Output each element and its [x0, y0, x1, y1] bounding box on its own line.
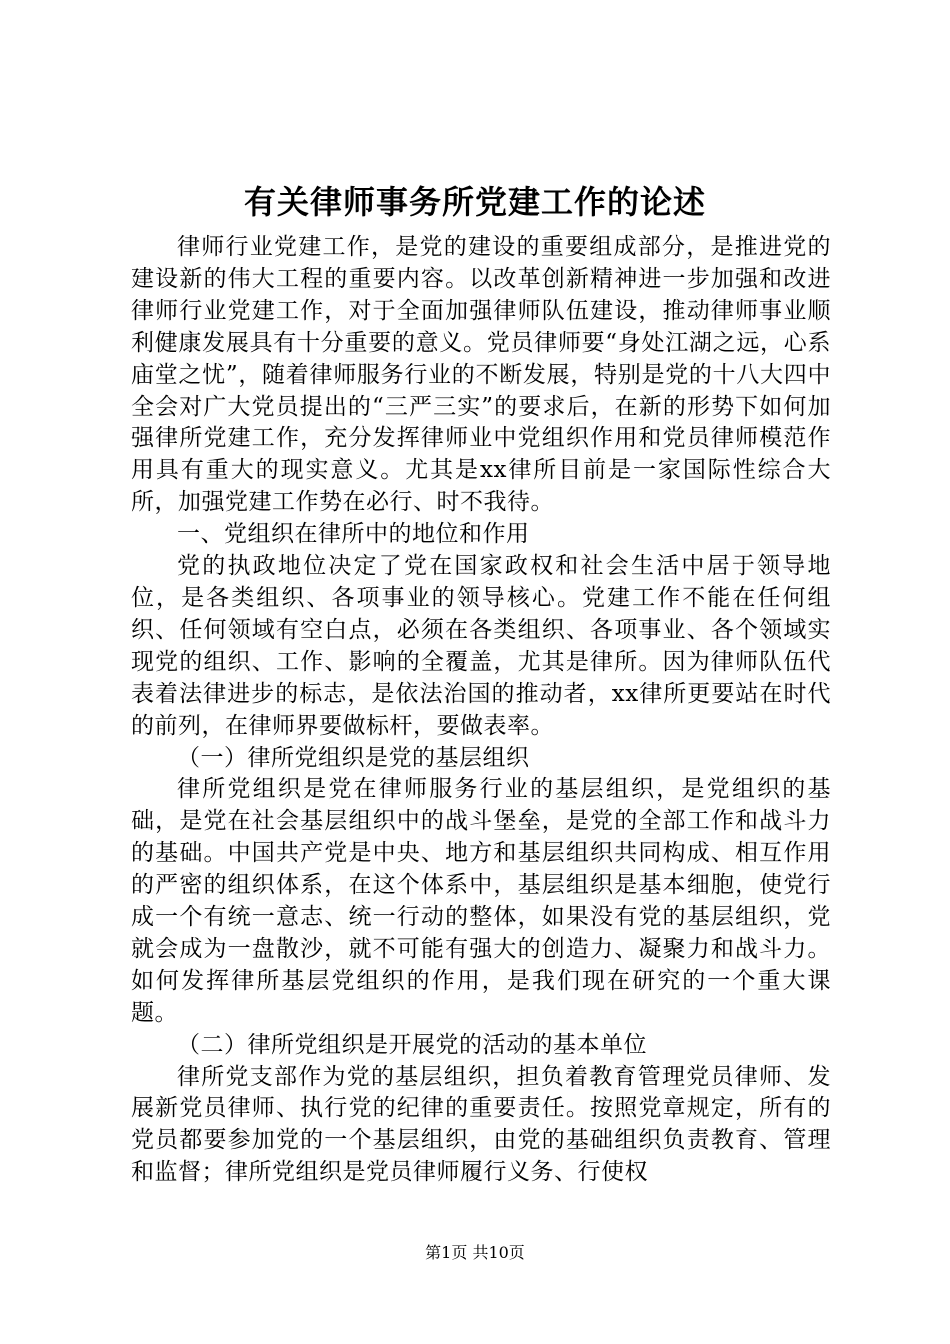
document-body	[131, 232, 831, 1189]
subsection-1-paragraph: 律所党组织是党在律师服务行业的基层组织，是党组织的基础，是党在社会基层组织中的战斗堡垒，是党的全部工作和战斗力的基础。中国共产党是中央、地方和基层组织共同构成、相互作用的严密的组织体系，在这个体系中，基层组织是基本细胞，使党行成一个有统一意志、统一行动的整体，如果没有党的基层组织，党就会成为一盘散沙，就不可能有强大的创造力、凝聚力和战斗力。如何发挥律所基层党组织的作用，是我们现在研究的一个重大课题。	[131, 776, 831, 1026]
subsection-2-paragraph: 律所党支部作为党的基层组织，担负着教育管理党员律师、发展新党员律师、执行党的纪律的重要责任。按照党章规定，所有的党员都要参加党的一个基层组织，由党的基础组织负责教育、管理和监督；律所党组织是党员律师履行义务、行使权	[131, 1063, 831, 1186]
subsection-heading-2: （二）律所党组织是开展党的活动的基本单位	[177, 1031, 647, 1058]
intro-paragraph: 律师行业党建工作，是党的建设的重要组成部分，是推进党的建设新的伟大工程的重要内容。以改革创新精神进一步加强和改进律师行业党建工作，对于全面加强律师队伍建设，推动律师事业顺利健康发展具有十分重要的意义。党员律师要“身处江湖之远，心系庙堂之忧”，随着律师服务行业的不断发展，特别是党的十八大四中全会对广大党员提出的“三严三实”的要求后，在新的形势下如何加强律所党建工作，充分发挥律师业中党组织作用和党员律师模范作用具有重大的现实意义。尤其是xx律所目前是一家国际性综合大所，加强党建工作势在必行、时不我待。	[131, 234, 831, 516]
page-number-footer: 第1页 共10页	[425, 1243, 525, 1262]
section-heading-1: 一、党组织在律所中的地位和作用	[177, 521, 530, 548]
document-title: 有关律师事务所党建工作的论述	[243, 183, 706, 221]
subsection-heading-1: （一）律所党组织是党的基层组织	[177, 744, 530, 771]
section-1-paragraph: 党的执政地位决定了党在国家政权和社会生活中居于领导地位，是各类组织、各项事业的领导核心。党建工作不能在任何组织、任何领域有空白点，必须在各类组织、各项事业、各个领域实现党的组织、工作、影响的全覆盖，尤其是律所。因为律师队伍代表着法律进步的标志，是依法治国的推动者，xx律所更要站在时代的前列，在律师界要做标杆，要做表率。	[131, 553, 831, 739]
